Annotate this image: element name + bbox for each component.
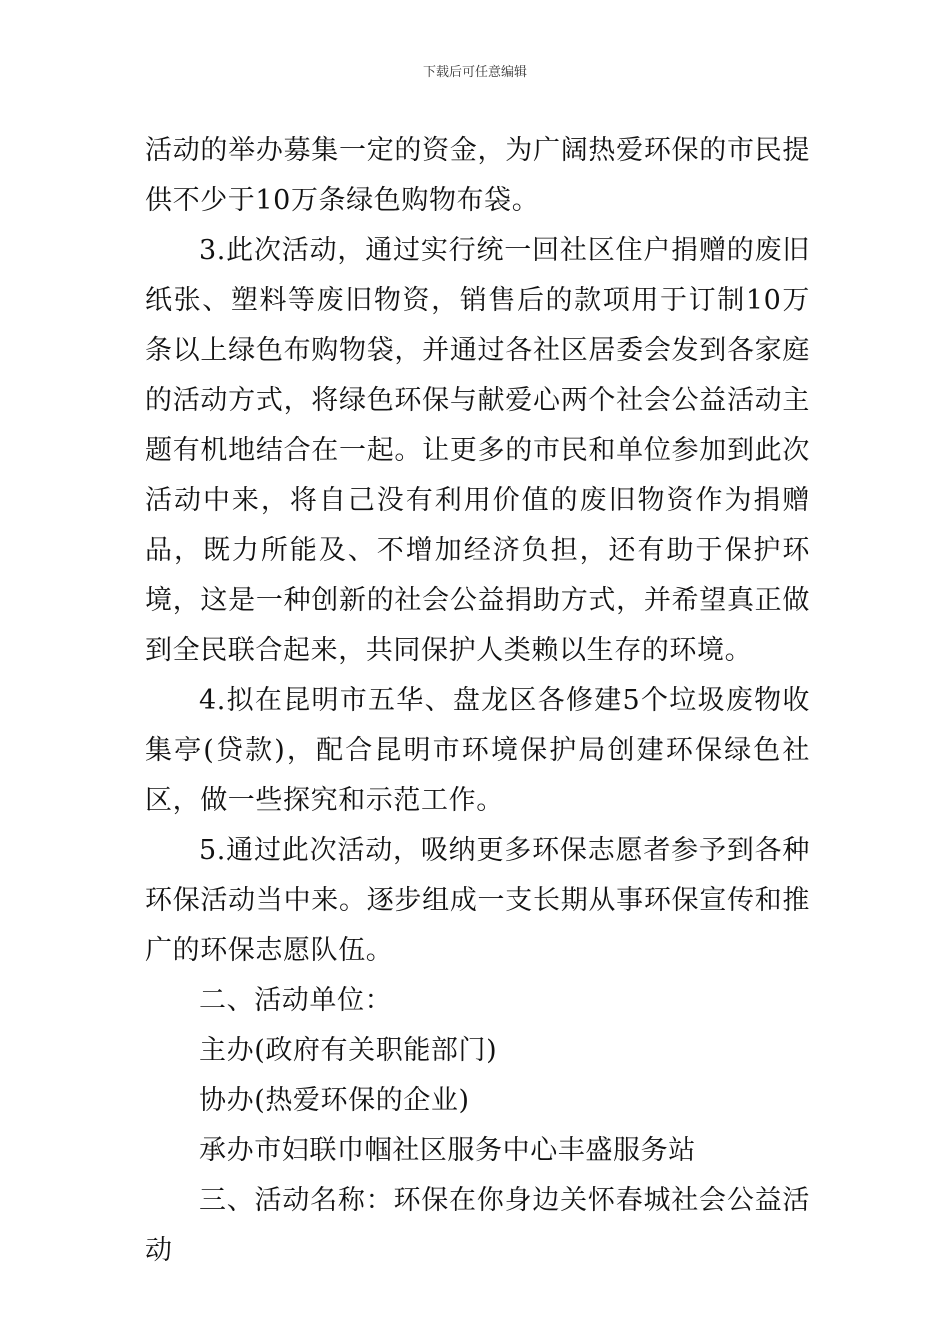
paragraph-item-4: 4.拟在昆明市五华、盘龙区各修建5个垃圾废物收集亭(贷款)，配合昆明市环境保护局创建环保绿色社区，做一些探究和示范工作。	[145, 685, 810, 816]
organizer-line: 主办(政府有关职能部门)	[199, 1035, 498, 1066]
document-body	[145, 126, 810, 1276]
paragraph-continuation: 活动的举办募集一定的资金，为广阔热爱环保的市民提供不少于10万条绿色购物布袋。	[145, 135, 810, 216]
section-heading-units: 二、活动单位：	[199, 985, 393, 1016]
section-heading-name: 三、活动名称：环保在你身边关怀春城社会公益活动	[145, 1185, 810, 1266]
paragraph-item-3: 3.此次活动，通过实行统一回社区住户捐赠的废旧纸张、塑料等废旧物资，销售后的款项用于订制10万条以上绿色布购物袋，并通过各社区居委会发到各家庭的活动方式，将绿色环保与献爱心两个社会公益活动主题有机地结合在一起。让更多的市民和单位参加到此次活动中来，将自己没有利用价值的废旧物资作为捐赠品，既力所能及、不增加经济负担，还有助于保护环境，这是一种创新的社会公益捐助方式，并希望真正做到全民联合起来，共同保护人类赖以生存的环境。	[145, 235, 810, 666]
co-organizer-line: 协办(热爱环保的企业)	[199, 1085, 470, 1116]
paragraph-item-5: 5.通过此次活动，吸纳更多环保志愿者参予到各种环保活动当中来。逐步组成一支长期从事环保宣传和推广的环保志愿队伍。	[145, 835, 810, 966]
page-header-note: 下载后可任意编辑	[422, 65, 527, 80]
undertaker-line: 承办市妇联巾帼社区服务中心丰盛服务站	[199, 1135, 696, 1166]
